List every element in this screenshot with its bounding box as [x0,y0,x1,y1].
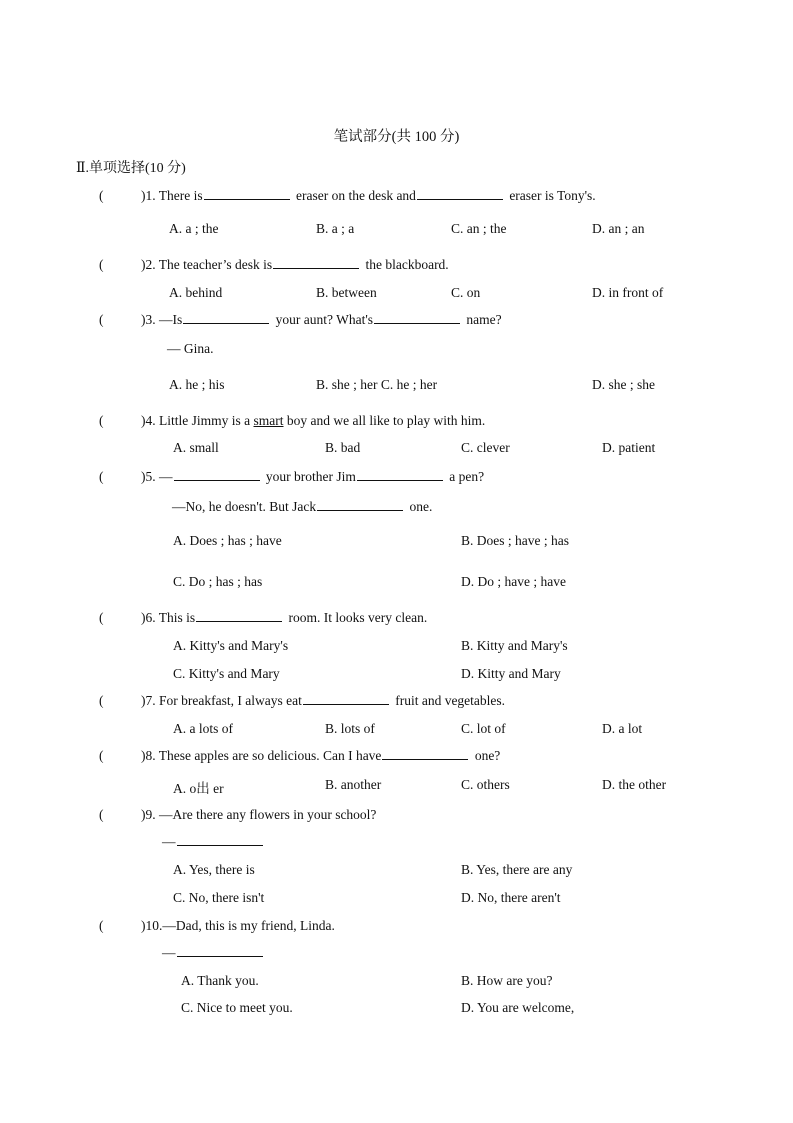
option-d[interactable]: D. You are welcome, [461,1000,575,1015]
question-text: )6. This is [141,610,196,625]
answer-blank[interactable] [357,469,443,481]
question-text: )7. For breakfast, I always eat [141,693,302,708]
section-heading: Ⅱ.单项选择(10 分) [76,161,186,176]
question-5 [141,469,484,485]
reply-dash: — [162,834,176,849]
question-text: )2. The teacher’s desk is [141,257,273,272]
question-text: your brother Jim [265,469,356,484]
answer-paren: ( [99,748,104,763]
option-c[interactable]: C. No, there isn't [173,890,265,905]
option-a[interactable]: A. small [173,440,219,455]
option-d[interactable]: D. Do ; have ; have [461,574,566,589]
question-4 [141,413,485,429]
option-b[interactable]: B. Yes, there are any [461,862,573,877]
question-text: fruit and vegetables. [395,693,506,708]
question-text: boy and we all like to play with him. [286,413,486,428]
question-text: one? [474,748,501,763]
answer-blank[interactable] [177,945,263,957]
option-d[interactable]: D. a lot [602,721,643,736]
option-a[interactable]: A. behind [169,285,223,300]
option-c[interactable]: C. others [461,777,510,792]
question-text: )5. — [141,469,173,484]
dialogue-reply [172,499,432,515]
question-1 [141,188,596,204]
option-d[interactable]: D. she ; she [592,377,655,392]
option-c[interactable]: C. Kitty's and Mary [173,666,280,681]
question-9: )9. —Are there any flowers in your school? [141,807,377,822]
answer-paren: ( [99,693,104,708]
answer-blank[interactable] [303,693,389,705]
question-text: )4. Little Jimmy is a [141,413,251,428]
answer-paren: ( [99,918,104,933]
answer-paren: ( [99,257,104,272]
question-text: eraser on the desk and [295,188,416,203]
option-c[interactable]: C. clever [461,440,510,455]
answer-paren: ( [99,807,104,822]
option-d[interactable]: D. the other [602,777,667,792]
dialogue-reply [162,945,266,961]
option-d[interactable]: D. patient [602,440,656,455]
answer-paren: ( [99,469,104,484]
option-c[interactable]: C. Nice to meet you. [181,1000,293,1015]
question-8 [141,748,500,764]
answer-paren: ( [99,610,104,625]
reply-text: one. [409,499,433,514]
answer-paren: ( [99,312,104,327]
option-d[interactable]: D. No, there aren't [461,890,561,905]
option-a[interactable]: A. Thank you. [181,973,259,988]
option-d[interactable]: D. an ; an [592,221,645,236]
answer-paren: ( [99,413,104,428]
question-text: )3. —Is [141,312,183,327]
option-b[interactable]: B. bad [325,440,361,455]
option-a[interactable]: A. Yes, there is [173,862,255,877]
option-b[interactable]: B. Kitty and Mary's [461,638,568,653]
question-text: name? [466,312,502,327]
option-b[interactable]: B. How are you? [461,973,553,988]
question-text: room. It looks very clean. [288,610,428,625]
answer-blank[interactable] [177,834,263,846]
option-c[interactable]: C. lot of [461,721,506,736]
reply-text: —No, he doesn't. But Jack [172,499,317,514]
question-text: )8. These apples are so delicious. Can I have [141,748,382,763]
answer-blank[interactable] [317,499,403,511]
question-6 [141,610,427,626]
question-text: eraser is Tony's. [509,188,596,203]
answer-blank[interactable] [382,748,468,760]
question-3 [141,312,502,328]
reply-dash: — [162,945,176,960]
option-a[interactable]: A. Kitty's and Mary's [173,638,289,653]
option-a[interactable]: A. Does ; has ; have [173,533,282,548]
option-d[interactable]: D. in front of [592,285,664,300]
question-2 [141,257,449,273]
option-d[interactable]: D. Kitty and Mary [461,666,561,681]
option-a[interactable]: A. o出 er [173,781,224,796]
answer-blank[interactable] [183,312,269,324]
option-b[interactable]: B. another [325,777,382,792]
question-text: your aunt? What's [275,312,374,327]
answer-paren: ( [99,188,104,203]
question-text: )1. There is [141,188,203,203]
option-a[interactable]: A. a ; the [169,221,219,236]
option-b[interactable]: B. Does ; have ; has [461,533,569,548]
answer-blank[interactable] [174,469,260,481]
answer-blank[interactable] [374,312,460,324]
option-c[interactable]: C. Do ; has ; has [173,574,263,589]
answer-blank[interactable] [273,257,359,269]
option-a[interactable]: A. a lots of [173,721,233,736]
page-title: 笔试部分(共 100 分) [333,129,460,145]
question-10: )10.—Dad, this is my friend, Linda. [141,918,335,933]
option-b[interactable]: B. between [316,285,377,300]
question-text: a pen? [449,469,485,484]
option-b[interactable]: B. a ; a [316,221,355,236]
question-text: the blackboard. [365,257,449,272]
option-b-c[interactable]: B. she ; her C. he ; her [316,377,438,392]
answer-blank[interactable] [204,188,290,200]
dialogue-reply: — Gina. [167,341,214,356]
option-c[interactable]: C. an ; the [451,221,507,236]
answer-blank[interactable] [196,610,282,622]
question-7 [141,693,505,709]
option-a[interactable]: A. he ; his [169,377,225,392]
answer-blank[interactable] [417,188,503,200]
option-c[interactable]: C. on [451,285,481,300]
underlined-word: smart [253,413,284,428]
option-b[interactable]: B. lots of [325,721,375,736]
dialogue-reply [162,834,266,850]
